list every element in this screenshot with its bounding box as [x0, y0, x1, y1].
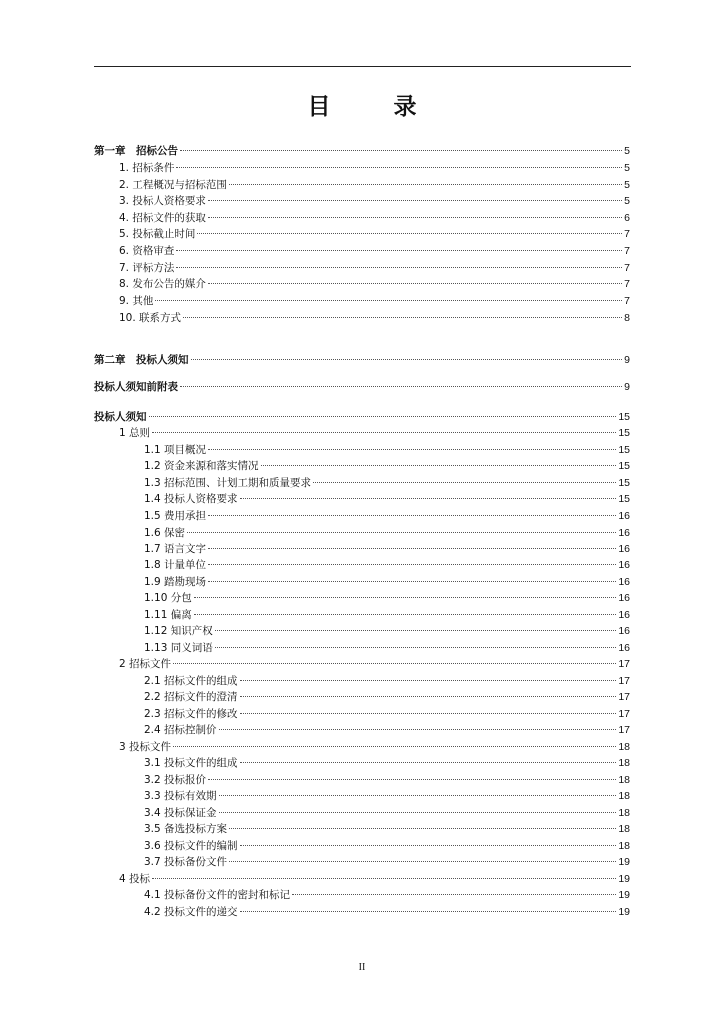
toc-entry[interactable]: [119, 294, 630, 308]
toc-dot-leader: [208, 283, 622, 284]
toc-entry-page: 16: [618, 527, 630, 539]
toc-dot-leader: [240, 911, 617, 912]
toc-entry-page: 18: [618, 840, 630, 852]
toc-entry-label: 4.1 投标备份文件的密封和标记: [144, 889, 291, 901]
toc-entry-label: 10. 联系方式: [119, 312, 182, 324]
toc-entry-page: 16: [618, 510, 630, 522]
toc-dot-leader: [208, 564, 616, 565]
toc-entry-page: 7: [624, 295, 630, 307]
toc-entry-label: 投标人须知前附表: [94, 381, 178, 393]
toc-entry-page: 18: [618, 741, 630, 753]
toc-entry[interactable]: [144, 756, 630, 770]
toc-entry-page: 18: [618, 807, 630, 819]
toc-entry-page: 16: [618, 625, 630, 637]
toc-entry-label: 1 总则: [119, 427, 151, 439]
toc-entry-page: 17: [618, 658, 630, 670]
toc-entry[interactable]: [144, 674, 630, 688]
toc-dot-leader: [208, 200, 622, 201]
toc-entry[interactable]: [144, 641, 630, 655]
toc-entry-label: 6. 资格审查: [119, 245, 175, 257]
toc-dot-leader: [208, 217, 622, 218]
toc-dot-leader: [187, 532, 616, 533]
toc-dot-leader: [173, 746, 616, 747]
toc-entry-page: 5: [624, 162, 630, 174]
toc-dot-leader: [155, 300, 622, 301]
toc-entry-label: 第二章 投标人须知: [94, 354, 189, 366]
toc-dot-leader: [194, 614, 617, 615]
toc-dot-leader: [176, 267, 622, 268]
toc-dot-leader: [208, 581, 616, 582]
toc-entry-label: 1.11 偏离: [144, 609, 192, 621]
toc-entry-page: 18: [618, 823, 630, 835]
toc-entry-label: 1.5 费用承担: [144, 510, 207, 522]
toc-entry[interactable]: [119, 178, 630, 192]
toc-entry-page: 8: [624, 312, 630, 324]
toc-entry-label: 8. 发布公告的媒介: [119, 278, 206, 290]
toc-entry-page: 17: [618, 724, 630, 736]
toc-entry[interactable]: [119, 426, 630, 440]
toc-entry-page: 16: [618, 559, 630, 571]
toc-entry-label: 1.6 保密: [144, 527, 186, 539]
toc-entry[interactable]: [144, 723, 630, 737]
toc-dot-leader: [176, 167, 622, 168]
toc-dot-leader: [240, 696, 617, 697]
toc-dot-leader: [197, 233, 622, 234]
toc-entry-label: 4 投标: [119, 873, 151, 885]
toc-entry-page: 9: [624, 381, 630, 393]
toc-dot-leader: [229, 184, 622, 185]
page-title: 目 录: [307, 93, 437, 120]
toc-entry-page: 16: [618, 543, 630, 555]
toc-entry-page: 15: [618, 444, 630, 456]
toc-entry[interactable]: [144, 839, 630, 853]
toc-dot-leader: [208, 449, 616, 450]
toc-entry-page: 19: [618, 873, 630, 885]
toc-entry-page: 7: [624, 262, 630, 274]
toc-entry-label: 2. 工程概况与招标范围: [119, 179, 227, 191]
toc-entry-page: 17: [618, 691, 630, 703]
toc-entry-label: 1.9 踏勘现场: [144, 576, 207, 588]
toc-entry[interactable]: [119, 211, 630, 225]
toc-entry-page: 7: [624, 245, 630, 257]
toc-entry-page: 15: [618, 493, 630, 505]
toc-dot-leader: [261, 465, 617, 466]
toc-entry[interactable]: [119, 657, 630, 671]
toc-entry-label: 3.6 投标文件的编制: [144, 840, 238, 852]
toc-entry-label: 1.2 资金来源和落实情况: [144, 460, 259, 472]
toc-entry-page: 18: [618, 757, 630, 769]
toc-entry-label: 1.7 语言文字: [144, 543, 207, 555]
toc-entry-label: 2.3 招标文件的修改: [144, 708, 238, 720]
toc-entry[interactable]: [144, 888, 630, 902]
toc-entry-page: 19: [618, 906, 630, 918]
toc-entry-label: 1.8 计量单位: [144, 559, 207, 571]
toc-entry-label: 4. 招标文件的获取: [119, 212, 206, 224]
toc-dot-leader: [176, 250, 622, 251]
toc-dot-leader: [219, 812, 617, 813]
toc-entry[interactable]: [144, 690, 630, 704]
toc-entry-label: 3.4 投标保证金: [144, 807, 217, 819]
toc-entry-label: 1.4 投标人资格要求: [144, 493, 238, 505]
toc-entry-label: 2.2 招标文件的澄清: [144, 691, 238, 703]
toc-entry[interactable]: [144, 773, 630, 787]
toc-dot-leader: [240, 713, 617, 714]
toc-entry[interactable]: [144, 855, 630, 869]
toc-entry-label: 1.12 知识产权: [144, 625, 213, 637]
toc-entry[interactable]: [144, 558, 630, 572]
toc-entry[interactable]: [119, 261, 630, 275]
toc-entry[interactable]: [94, 380, 630, 394]
toc-entry[interactable]: [144, 789, 630, 803]
toc-entry-page: 7: [624, 278, 630, 290]
toc-dot-leader: [240, 498, 617, 499]
toc-entry-page: 19: [618, 889, 630, 901]
toc-entry[interactable]: [119, 194, 630, 208]
toc-entry-page: 18: [618, 774, 630, 786]
toc-entry[interactable]: [144, 542, 630, 556]
toc-entry[interactable]: [144, 575, 630, 589]
toc-entry-page: 15: [618, 411, 630, 423]
toc-entry[interactable]: [119, 740, 630, 754]
toc-dot-leader: [219, 795, 617, 796]
toc-dot-leader: [152, 878, 616, 879]
toc-dot-leader: [240, 762, 617, 763]
toc-entry[interactable]: [144, 509, 630, 523]
toc-entry-page: 16: [618, 576, 630, 588]
toc-dot-leader: [240, 845, 617, 846]
toc-dot-leader: [180, 386, 622, 387]
toc-entry[interactable]: [119, 277, 630, 291]
toc-dot-leader: [219, 729, 617, 730]
toc-dot-leader: [215, 630, 617, 631]
toc-entry-page: 16: [618, 592, 630, 604]
toc-entry-page: 5: [624, 145, 630, 157]
toc-dot-leader: [215, 647, 617, 648]
toc-dot-leader: [191, 359, 623, 360]
toc-entry-page: 17: [618, 675, 630, 687]
toc-entry[interactable]: [144, 624, 630, 638]
toc-dot-leader: [313, 482, 616, 483]
toc-entry-label: 3.2 投标报价: [144, 774, 207, 786]
toc-entry-page: 15: [618, 427, 630, 439]
toc-entry[interactable]: [144, 806, 630, 820]
toc-entry-label: 5. 投标截止时间: [119, 228, 196, 240]
toc-entry-label: 投标人须知: [94, 411, 147, 423]
toc-dot-leader: [292, 894, 616, 895]
toc-entry-page: 9: [624, 354, 630, 366]
toc-dot-leader: [208, 548, 616, 549]
toc-dot-leader: [229, 861, 616, 862]
toc-entry-label: 1.13 同义词语: [144, 642, 213, 654]
toc-entry-label: 3.7 投标备份文件: [144, 856, 228, 868]
toc-entry-page: 6: [624, 212, 630, 224]
toc-entry-label: 2.1 招标文件的组成: [144, 675, 238, 687]
toc-entry[interactable]: [144, 443, 630, 457]
toc-entry-page: 19: [618, 856, 630, 868]
toc-dot-leader: [152, 432, 616, 433]
toc-entry-label: 1. 招标条件: [119, 162, 175, 174]
toc-entry-label: 第一章 招标公告: [94, 145, 178, 157]
toc-dot-leader: [240, 680, 617, 681]
toc-entry[interactable]: [119, 161, 630, 175]
toc-entry[interactable]: [94, 353, 630, 367]
toc-entry[interactable]: [144, 476, 630, 490]
toc-dot-leader: [194, 597, 617, 598]
toc-entry-label: 2 招标文件: [119, 658, 172, 670]
toc-dot-leader: [208, 515, 616, 516]
toc-dot-leader: [183, 317, 622, 318]
toc-entry[interactable]: [144, 526, 630, 540]
toc-entry-page: 5: [624, 179, 630, 191]
toc-entry-label: 1.1 项目概况: [144, 444, 207, 456]
toc-entry[interactable]: [144, 707, 630, 721]
toc-entry-label: 1.3 招标范围、计划工期和质量要求: [144, 477, 312, 489]
toc-entry-page: 15: [618, 477, 630, 489]
toc-entry-page: 5: [624, 195, 630, 207]
toc-entry-label: 1.10 分包: [144, 592, 192, 604]
toc-entry-page: 7: [624, 228, 630, 240]
toc-entry[interactable]: [144, 459, 630, 473]
toc-dot-leader: [149, 416, 617, 417]
toc-entry-label: 3 投标文件: [119, 741, 172, 753]
toc-entry-label: 3.3 投标有效期: [144, 790, 217, 802]
toc-entry[interactable]: [144, 608, 630, 622]
page-number: II: [358, 962, 366, 973]
toc-entry[interactable]: [144, 905, 630, 919]
toc-entry[interactable]: [144, 822, 630, 836]
toc-entry-label: 9. 其他: [119, 295, 154, 307]
toc-entry-label: 3. 投标人资格要求: [119, 195, 206, 207]
toc-dot-leader: [229, 828, 616, 829]
toc-entry-page: 17: [618, 708, 630, 720]
toc-dot-leader: [173, 663, 616, 664]
toc-entry[interactable]: [94, 144, 630, 158]
toc-entry-label: 3.5 备选投标方案: [144, 823, 228, 835]
toc-entry-label: 3.1 投标文件的组成: [144, 757, 238, 769]
toc-entry[interactable]: [119, 244, 630, 258]
toc-entry-label: 2.4 招标控制价: [144, 724, 217, 736]
toc-dot-leader: [208, 779, 616, 780]
toc-entry-label: 4.2 投标文件的递交: [144, 906, 238, 918]
toc-entry[interactable]: [119, 227, 630, 241]
toc-entry[interactable]: [119, 311, 630, 325]
toc-entry-label: 7. 评标方法: [119, 262, 175, 274]
toc-entry-page: 15: [618, 460, 630, 472]
toc-entry-page: 16: [618, 642, 630, 654]
toc-entry-page: 18: [618, 790, 630, 802]
toc-entry[interactable]: [119, 872, 630, 886]
toc-dot-leader: [180, 150, 622, 151]
toc-entry-page: 16: [618, 609, 630, 621]
toc-entry[interactable]: [144, 492, 630, 506]
toc-entry[interactable]: [144, 591, 630, 605]
toc-entry[interactable]: [94, 410, 630, 424]
